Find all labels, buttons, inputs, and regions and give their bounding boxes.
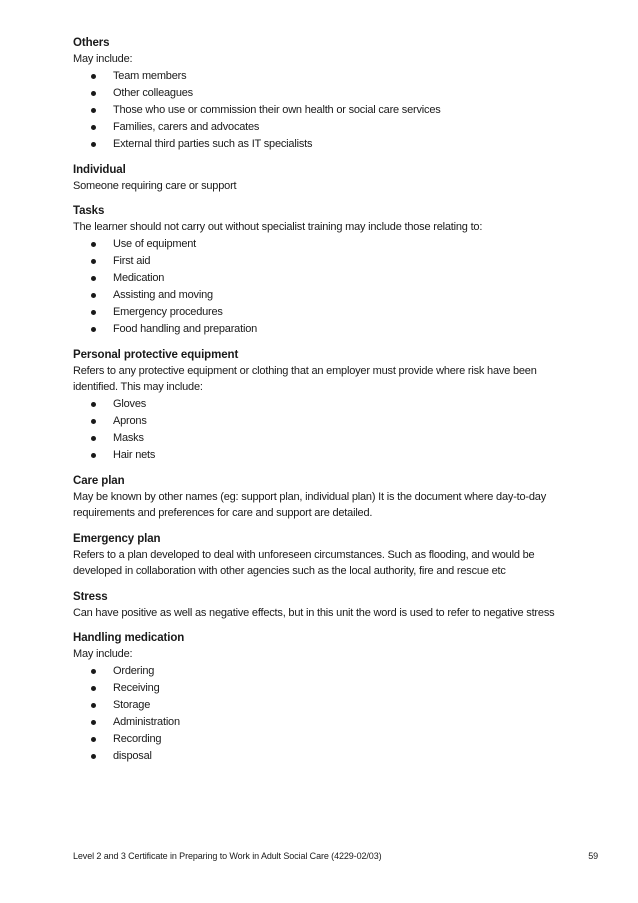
list-item — [73, 413, 573, 430]
list-item — [73, 447, 573, 464]
bullet-list — [73, 68, 573, 153]
section-ppe — [73, 348, 573, 464]
bullet-icon — [91, 436, 96, 441]
list-item-text: Gloves — [113, 397, 147, 410]
section-text: Refers to a plan developed to deal with unforeseen circumstances. Such as flooding, and would be developed in collaboration with other agencies such as the local authority, fire and rescue etc — [73, 548, 535, 577]
bullet-icon — [91, 276, 96, 281]
bullet-icon — [91, 419, 96, 424]
list-item — [73, 396, 573, 413]
bullet-icon — [91, 125, 96, 130]
list-item-text: Receiving — [113, 681, 160, 694]
bullet-icon — [91, 91, 96, 96]
footer-title: Level 2 and 3 Certificate in Preparing to Work in Adult Social Care (4229-02/03) — [73, 851, 382, 861]
bullet-icon — [91, 242, 96, 247]
bullet-icon — [91, 686, 96, 691]
list-item — [73, 119, 573, 136]
list-item-text: Use of equipment — [113, 237, 197, 250]
list-item-text: Storage — [113, 698, 151, 711]
page-number: 59 — [588, 851, 598, 861]
list-item — [73, 321, 573, 338]
list-item — [73, 270, 573, 287]
list-item-text: Emergency procedures — [113, 305, 223, 318]
list-item — [73, 253, 573, 270]
bullet-icon — [91, 293, 96, 298]
bullet-icon — [91, 327, 96, 332]
list-item-text: Team members — [113, 69, 187, 82]
list-item-text: disposal — [113, 749, 152, 762]
bullet-icon — [91, 142, 96, 147]
section-heading: Handling medication — [73, 632, 185, 644]
section-others — [73, 36, 573, 153]
section-text: The learner should not carry out without specialist training may include those relating to: — [73, 221, 483, 233]
list-item-text: Hair nets — [113, 448, 156, 461]
bullet-list — [73, 236, 573, 338]
list-item — [73, 136, 573, 153]
list-item-text: Ordering — [113, 664, 155, 677]
bullet-icon — [91, 737, 96, 742]
list-item-text: Masks — [113, 431, 144, 444]
list-item — [73, 714, 573, 731]
bullet-list — [73, 663, 573, 765]
section-heading: Care plan — [73, 474, 125, 487]
list-item-text: First aid — [113, 254, 151, 267]
section-text: Someone requiring care or support — [73, 179, 237, 192]
section-text: Can have positive as well as negative effects, but in this unit the word is used to refer to negative stress — [73, 606, 555, 619]
section-heading: Stress — [73, 590, 108, 603]
list-item-text: Administration — [113, 715, 180, 728]
list-item-text: Medication — [113, 271, 165, 284]
bullet-icon — [91, 754, 96, 759]
list-item-text: Recording — [113, 732, 162, 745]
section-handling-medication — [73, 631, 573, 765]
section-heading: Tasks — [73, 205, 105, 217]
list-item — [73, 697, 573, 714]
bullet-icon — [91, 74, 96, 79]
list-item-text: Assisting and moving — [113, 288, 213, 301]
list-item-text: External third parties such as IT specialists — [113, 137, 313, 150]
list-item — [73, 430, 573, 447]
bullet-list — [73, 396, 573, 464]
list-item-text: Other colleagues — [113, 86, 193, 99]
list-item — [73, 748, 573, 765]
section-individual — [73, 163, 573, 195]
bullet-icon — [91, 402, 96, 407]
section-emergency-plan — [73, 532, 573, 580]
page-body — [73, 36, 573, 775]
list-item — [73, 85, 573, 102]
page-footer — [73, 850, 598, 862]
list-item — [73, 680, 573, 697]
list-item — [73, 236, 573, 253]
bullet-icon — [91, 108, 96, 113]
list-item-text: Those who use or commission their own health or social care services — [113, 103, 441, 116]
section-text: May be known by other names (eg: support plan, individual plan) It is the document where day-to-day requirements and preferences for care and support are detailed. — [73, 490, 547, 519]
section-heading: Individual — [73, 163, 126, 176]
bullet-icon — [91, 453, 96, 458]
section-tasks — [73, 204, 573, 338]
section-heading: Others — [73, 37, 110, 49]
list-item — [73, 287, 573, 304]
section-heading: Emergency plan — [73, 532, 161, 545]
section-text: Refers to any protective equipment or clothing that an employer must provide where risk have been identified. This may include: — [73, 364, 537, 393]
list-item — [73, 663, 573, 680]
list-item — [73, 731, 573, 748]
list-item-text: Food handling and preparation — [113, 322, 258, 335]
bullet-icon — [91, 310, 96, 315]
list-item — [73, 68, 573, 85]
bullet-icon — [91, 703, 96, 708]
list-item-text: Families, carers and advocates — [113, 120, 260, 133]
section-text: May include: — [73, 648, 133, 660]
section-text: May include: — [73, 53, 133, 65]
list-item — [73, 304, 573, 321]
bullet-icon — [91, 259, 96, 264]
list-item-text: Aprons — [113, 414, 147, 427]
section-heading: Personal protective equipment — [73, 348, 239, 361]
bullet-icon — [91, 720, 96, 725]
section-stress — [73, 590, 573, 622]
bullet-icon — [91, 669, 96, 674]
section-care-plan — [73, 474, 573, 522]
list-item — [73, 102, 573, 119]
